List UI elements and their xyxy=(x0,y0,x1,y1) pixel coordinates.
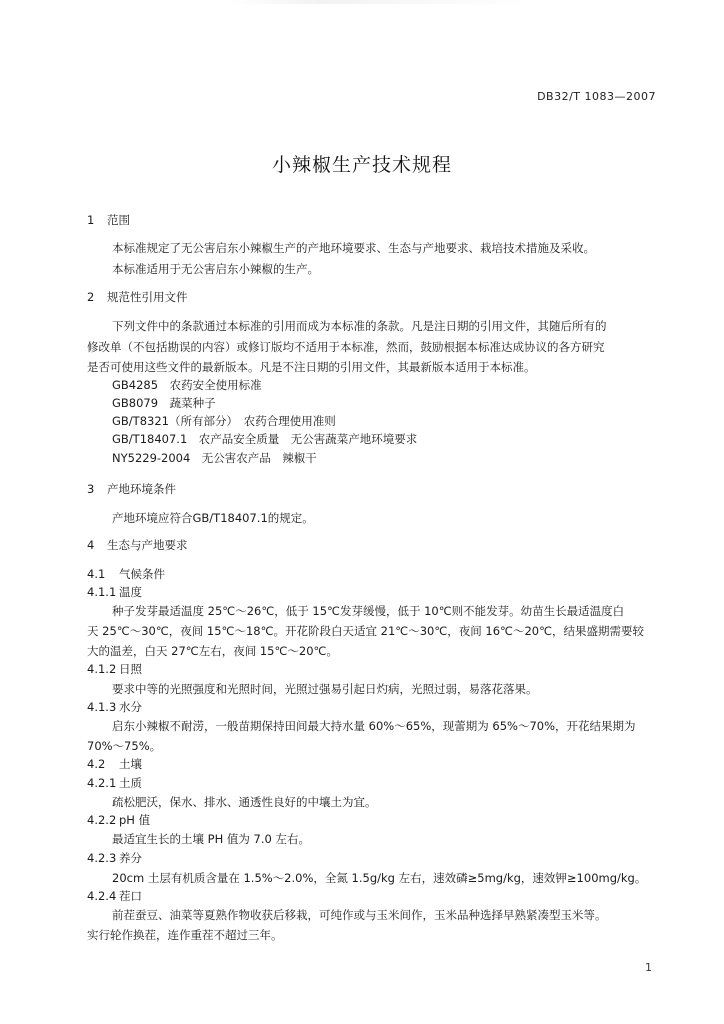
paragraph: 实行轮作换茬，连作重茬不超过三年。 xyxy=(87,928,283,942)
section-heading-1: 1 范围 xyxy=(87,213,130,227)
paragraph: 疏松肥沃，保水、排水、通透性良好的中壤土为宜。 xyxy=(112,795,377,809)
paragraph: 前茬蚕豆、油菜等夏熟作物收获后移栽，可纯作或与玉米间作，玉米品种选择早熟紧凑型玉米等。 xyxy=(112,908,607,922)
reference-item: GB4285 农药安全使用标准 xyxy=(112,378,262,392)
section-heading-3: 3 产地环境条件 xyxy=(87,482,176,496)
subsection-heading-4-2-2: 4.2.2 pH 值 xyxy=(87,813,151,827)
section-heading-2: 2 规范性引用文件 xyxy=(87,290,188,304)
page-number: 1 xyxy=(645,961,652,974)
standard-code: DB32/T 1083—2007 xyxy=(537,90,656,103)
paragraph: 最适宜生长的土壤 PH 值为 7.0 左右。 xyxy=(112,832,310,846)
page-title: 小辣椒生产技术规程 xyxy=(271,154,452,176)
subsection-heading-4-1-3: 4.1.3 水分 xyxy=(87,700,142,714)
reference-item: NY5229-2004 无公害农产品 辣椒干 xyxy=(112,451,317,465)
scan-artifact xyxy=(230,0,530,4)
subsection-heading-4-1-2: 4.1.2 日照 xyxy=(87,662,142,676)
paragraph: 下列文件中的条款通过本标准的引用而成为本标准的条款。凡是注日期的引用文件，其随后所有的 xyxy=(112,319,607,333)
paragraph: 大的温差，白天 27℃左右，夜间 15℃～20℃。 xyxy=(87,644,338,658)
paragraph: 天 25℃～30℃，夜间 15℃～18℃。开花阶段白天适宜 21℃～30℃，夜间 16℃～20℃，结果盛期需要较 xyxy=(87,624,645,638)
subsection-heading-4-2-3: 4.2.3 养分 xyxy=(87,851,142,865)
paragraph: 种子发芽最适温度 25℃～26℃，低于 15℃发芽缓慢，低于 10℃则不能发芽。幼苗生长最适温度白 xyxy=(112,604,625,618)
section-heading-4: 4 生态与产地要求 xyxy=(87,538,188,552)
subsection-heading-4-2-1: 4.2.1 土质 xyxy=(87,776,142,790)
paragraph: 启东小辣椒不耐涝，一般苗期保持田间最大持水量 60%～65%，现蕾期为 65%～70%，开花结果期为 xyxy=(112,719,636,733)
subsection-heading-4-1-1: 4.1.1 温度 xyxy=(87,585,142,599)
paragraph: 20cm 土层有机质含量在 1.5%～2.0%，全氮 1.5g/kg 左右，速效磷≥5mg/kg，速效钾≥100mg/kg。 xyxy=(112,871,647,885)
subsection-heading-4-2: 4.2 土壤 xyxy=(87,757,142,771)
paragraph: 要求中等的光照强度和光照时间，光照过强易引起日灼病，光照过弱，易落花落果。 xyxy=(112,682,538,696)
subsection-heading-4-1: 4.1 气候条件 xyxy=(87,567,165,581)
paragraph: 70%～75%。 xyxy=(87,739,162,753)
paragraph: 是否可使用这些文件的最新版本。凡是不注日期的引用文件，其最新版本适用于本标准。 xyxy=(87,360,536,374)
reference-item: GB8079 蔬菜种子 xyxy=(112,396,216,410)
subsection-heading-4-2-4: 4.2.4 茬口 xyxy=(87,889,142,903)
paragraph: 产地环境应符合GB/T18407.1的规定。 xyxy=(112,511,314,525)
paragraph: 修改单（不包括勘误的内容）或修订版均不适用于本标准，然而，鼓励根据本标准达成协议的各方研究 xyxy=(87,340,605,354)
reference-item: GB/T18407.1 农产品安全质量 无公害蔬菜产地环境要求 xyxy=(112,432,418,446)
paragraph: 本标准规定了无公害启东小辣椒生产的产地环境要求、生态与产地要求、栽培技术措施及采收。 xyxy=(112,241,595,255)
paragraph: 本标准适用于无公害启东小辣椒的生产。 xyxy=(112,262,319,276)
reference-item: GB/T8321（所有部分） 农药合理使用准则 xyxy=(112,414,336,428)
